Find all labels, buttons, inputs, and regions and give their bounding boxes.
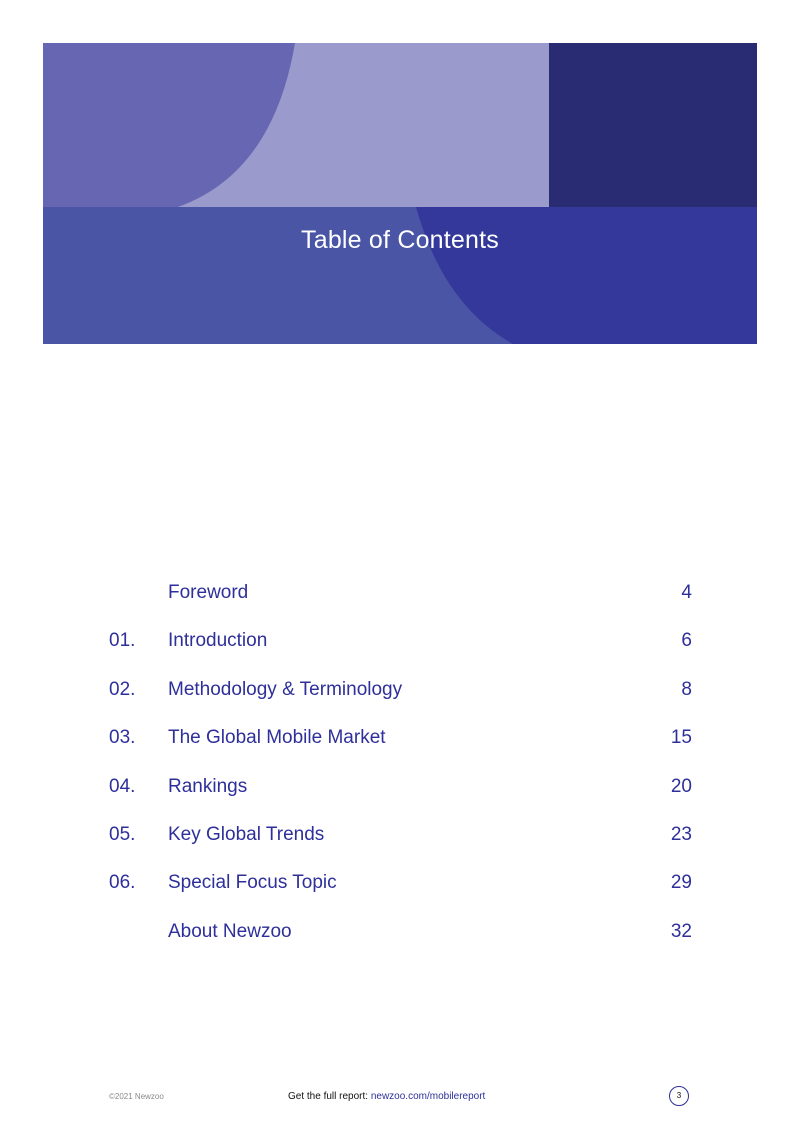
toc-item-key-global-trends[interactable] — [109, 820, 692, 868]
toc-item-title: Methodology & Terminology — [168, 678, 403, 700]
toc-item-number: 02. — [109, 678, 136, 700]
toc-item-rankings[interactable] — [109, 772, 692, 820]
toc-item-title: The Global Mobile Market — [168, 727, 386, 749]
toc-item-number: 06. — [109, 872, 136, 894]
toc-item-page: 20 — [670, 775, 692, 797]
table-of-contents — [109, 578, 692, 965]
toc-item-page: 8 — [681, 678, 692, 700]
footer-report-link[interactable]: newzoo.com/mobilereport — [370, 1091, 486, 1102]
toc-item-special-focus-topic[interactable] — [109, 868, 692, 916]
toc-item-introduction[interactable] — [109, 626, 692, 674]
toc-item-title: Special Focus Topic — [168, 872, 337, 894]
header-banner — [43, 43, 757, 344]
page-title: Table of Contents — [301, 226, 499, 254]
toc-item-foreword[interactable] — [109, 578, 692, 626]
toc-item-number: 04. — [109, 775, 136, 797]
toc-item-global-mobile-market[interactable] — [109, 723, 692, 771]
toc-item-number: 01. — [109, 630, 136, 652]
toc-item-title: Introduction — [168, 630, 268, 652]
toc-item-title: Foreword — [168, 582, 249, 603]
toc-item-page: 4 — [681, 582, 692, 603]
banner-graphic — [43, 43, 757, 344]
toc-item-title: About Newzoo — [168, 920, 292, 942]
toc-item-number: 05. — [109, 823, 136, 845]
toc-item-number: 03. — [109, 727, 136, 749]
footer-cta — [288, 1091, 485, 1102]
toc-item-page: 6 — [681, 630, 692, 652]
footer-copyright: ©2021 Newzoo — [109, 1092, 164, 1101]
toc-item-page: 29 — [670, 872, 692, 894]
footer-cta-label: Get the full report: — [288, 1091, 369, 1102]
toc-item-page: 32 — [670, 920, 692, 942]
toc-item-title: Rankings — [168, 775, 248, 797]
toc-item-page: 15 — [670, 727, 692, 749]
toc-item-title: Key Global Trends — [168, 823, 325, 845]
toc-item-page: 23 — [670, 823, 692, 845]
toc-item-about-newzoo[interactable] — [109, 917, 692, 965]
toc-item-methodology[interactable] — [109, 675, 692, 723]
page-number-badge: 3 — [669, 1086, 689, 1106]
